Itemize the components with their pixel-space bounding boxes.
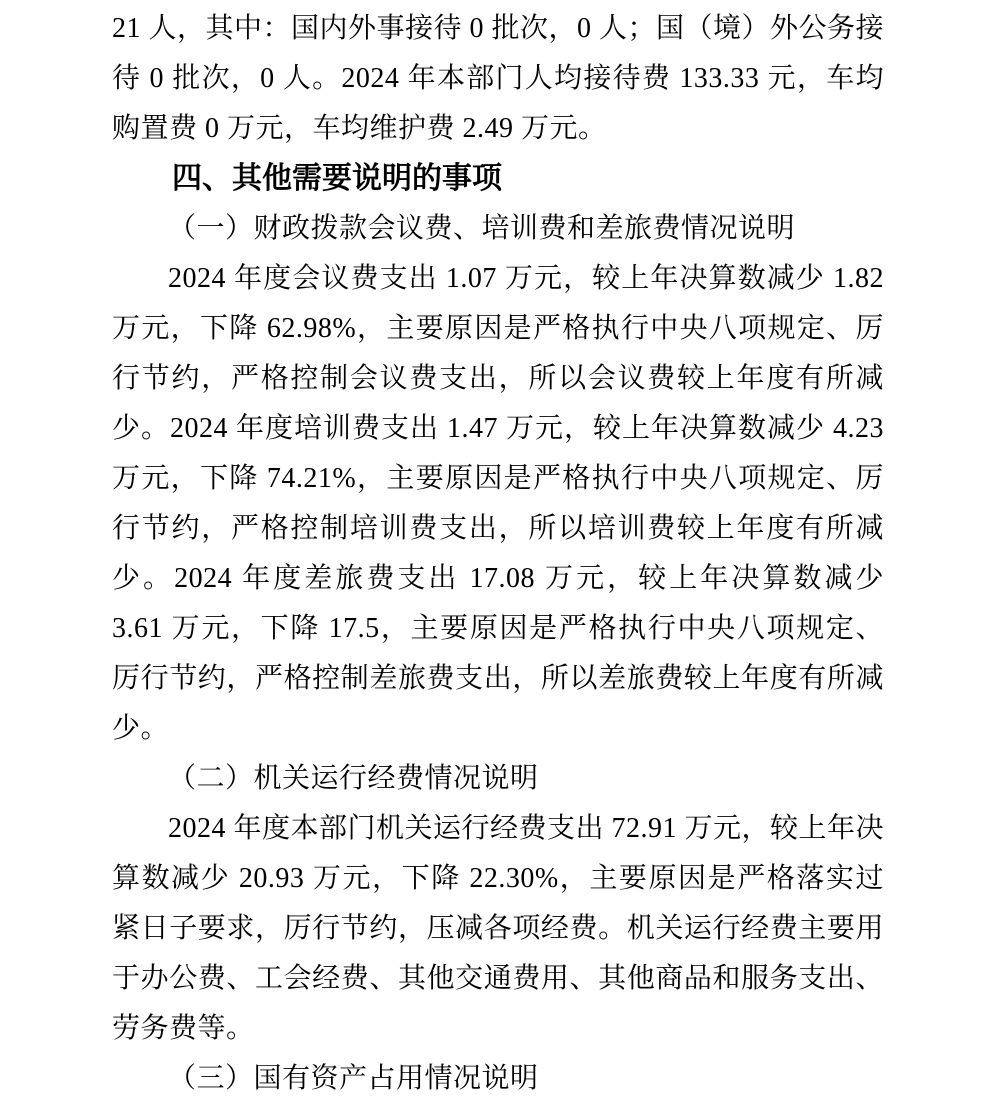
subsection-heading-operating-expenses: （二）机关运行经费情况说明: [168, 763, 539, 794]
subsection-heading-meeting-training-travel-fees: （一）财政拨款会议费、培训费和差旅费情况说明: [168, 213, 796, 244]
paragraph-reception-stats: 21 人，其中：国内外事接待 0 批次，0 人；国（境）外公务接待 0 批次，0 人。2024 年本部门人均接待费 133.33 元，车均购置费 0 万元，车均维护费 2.49 万元。: [112, 13, 885, 144]
paragraph-operating-expenses-detail: 2024 年度本部门机关运行经费支出 72.91 万元，较上年决算数减少 20.93 万元，下降 22.30%，主要原因是严格落实过紧日子要求，厉行节约，压减各项经费。机关运行经费主要用于办公费、工会经费、其他交通费用、其他商品和服务支出、劳务费等。: [112, 813, 885, 1044]
subsection-heading-state-assets: （三）国有资产占用情况说明: [168, 1063, 539, 1094]
paragraph-fees-detail: 2024 年度会议费支出 1.07 万元，较上年决算数减少 1.82 万元，下降 62.98%，主要原因是严格执行中央八项规定、厉行节约，严格控制会议费支出，所以会议费较上年度有所减少。2024 年度培训费支出 1.47 万元，较上年决算数减少 4.23 万元，下降 74.21%，主要原因是严格执行中央八项规定、厉行节约，严格控制培训费支出，所以培训费较上年度有所减少。2024 年度差旅费支出 17.08 万元，较上年决算数减少 3.61 万元，下降 17.5，主要原因是严格执行中央八项规定、厉行节约，严格控制差旅费支出，所以差旅费较上年度有所减少。: [112, 263, 884, 744]
section-heading-other-matters: 四、其他需要说明的事项: [172, 162, 502, 195]
